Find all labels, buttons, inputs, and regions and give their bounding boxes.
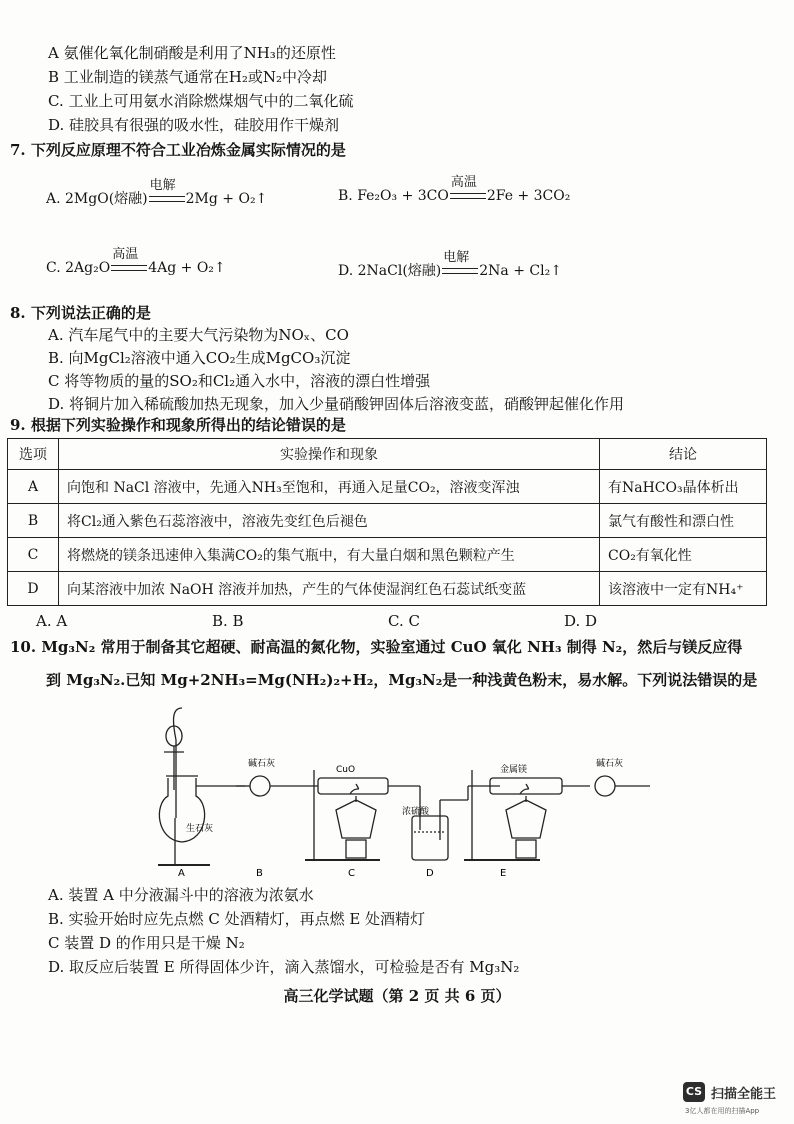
q6-option-d: D. 硅胶具有很强的吸水性，硅胶用作干燥剂: [48, 116, 340, 134]
scanner-tagline: 3亿人都在用的扫描App: [685, 1107, 760, 1115]
q8-option-c: C 将等物质的量的SO₂和Cl₂通入水中，溶液的漂白性增强: [48, 372, 431, 390]
label-mg: 金属镁: [500, 765, 528, 775]
q9-answer-d: D. D: [564, 612, 598, 630]
row-option: C: [8, 538, 59, 572]
row-conclusion: CO₂有氧化性: [600, 538, 767, 572]
q10-option-c: C 装置 D 的作用只是干燥 N₂: [48, 934, 245, 952]
label-cuo: CuO: [336, 765, 356, 775]
q10-option-b: B. 实验开始时应先点燃 C 处酒精灯，再点燃 E 处酒精灯: [48, 910, 426, 928]
q8-option-b: B. 向MgCl₂溶液中通入CO₂生成MgCO₃沉淀: [48, 349, 351, 367]
scanner-name: 扫描全能王: [711, 1087, 777, 1102]
label-sodalime-2: 碱石灰: [596, 759, 624, 769]
q10-option-a: A. 装置 A 中分液漏斗中的溶液为浓氨水: [48, 886, 314, 904]
scanner-logo-icon: CS: [683, 1082, 705, 1102]
q9-answer-c: C. C: [388, 612, 420, 630]
q6-option-a: A 氨催化氧化制硝酸是利用了NH₃的还原性: [48, 44, 336, 62]
q7-option-a: A. 2MgO(熔融) 电解 2Mg + O₂↑: [46, 178, 268, 207]
q10-stem-line2: 到 Mg₃N₂.已知 Mg+2NH₃=Mg(NH₂)₂+H₂，Mg₃N₂是一种浅黄色粉末，易水解。下列说法错误的是: [46, 671, 758, 689]
q6-option-c: C. 工业上可用氨水消除燃煤烟气中的二氧化硫: [48, 92, 354, 110]
header-option: 选项: [8, 439, 59, 470]
q6-option-b: B 工业制造的镁蒸气通常在H₂或N₂中冷却: [48, 68, 328, 86]
label-c: C: [348, 868, 355, 879]
header-operation: 实验操作和现象: [59, 439, 600, 470]
table-row: [8, 504, 767, 538]
q7-option-c: C. 2Ag₂O 高温 4Ag + O₂↑: [46, 247, 226, 276]
row-option: D: [8, 572, 59, 606]
label-acid: 浓硫酸: [402, 807, 430, 817]
q8-option-a: A. 汽车尾气中的主要大气污染物为NOₓ、CO: [48, 326, 349, 344]
row-operation: 向某溶液中加浓 NaOH 溶液并加热，产生的气体使湿润红色石蕊试纸变蓝: [59, 572, 600, 606]
label-b: B: [256, 868, 263, 879]
label-e: E: [500, 868, 507, 879]
q8-option-d: D. 将铜片加入稀硫酸加热无现象，加入少量硝酸钾固体后溶液变蓝，硝酸钾起催化作用: [48, 395, 625, 413]
q10-stem-line1: 10. Mg₃N₂ 常用于制备其它超硬、耐高温的氮化物，实验室通过 CuO 氧化 NH₃ 制得 N₂，然后与镁反应得: [10, 638, 743, 656]
q9-answer-a: A. A: [36, 612, 68, 630]
label-sodalime-1: 碱石灰: [248, 759, 276, 769]
row-option: A: [8, 470, 59, 504]
table-row: [8, 572, 767, 606]
page-footer: 高三化学试题（第 2 页 共 6 页）: [283, 987, 511, 1005]
q7-stem: 7. 下列反应原理不符合工业冶炼金属实际情况的是: [10, 141, 346, 159]
label-d: D: [426, 868, 434, 879]
q10-option-d: D. 取反应后装置 E 所得固体少许，滴入蒸馏水，可检验是否有 Mg₃N₂: [48, 958, 520, 976]
row-operation: 将Cl₂通入紫色石蕊溶液中，溶液先变红色后褪色: [59, 504, 600, 538]
apparatus-diagram: [150, 700, 670, 880]
row-option: B: [8, 504, 59, 538]
q8-stem: 8. 下列说法正确的是: [10, 304, 151, 322]
label-a: A: [178, 868, 185, 879]
row-conclusion: 有NaHCO₃晶体析出: [600, 470, 767, 504]
table-row: [8, 538, 767, 572]
header-conclusion: 结论: [600, 439, 767, 470]
table-row: [8, 470, 767, 504]
q7-option-d: D. 2NaCl(熔融) 电解 2Na + Cl₂↑: [338, 250, 562, 279]
q9-stem: 9. 根据下列实验操作和现象所得出的结论错误的是: [10, 416, 346, 434]
row-conclusion: 氯气有酸性和漂白性: [600, 504, 767, 538]
q9-table-header: [8, 439, 767, 470]
q9-answer-b: B. B: [212, 612, 244, 630]
row-operation: 将燃烧的镁条迅速伸入集满CO₂的集气瓶中，有大量白烟和黑色颗粒产生: [59, 538, 600, 572]
row-operation: 向饱和 NaCl 溶液中，先通入NH₃至饱和，再通入足量CO₂，溶液变浑浊: [59, 470, 600, 504]
label-lime: 生石灰: [186, 824, 214, 834]
q9-table: [7, 438, 767, 606]
row-conclusion: 该溶液中一定有NH₄⁺: [600, 572, 767, 606]
q7-option-b: B. Fe₂O₃ + 3CO 高温 2Fe + 3CO₂: [338, 175, 571, 204]
